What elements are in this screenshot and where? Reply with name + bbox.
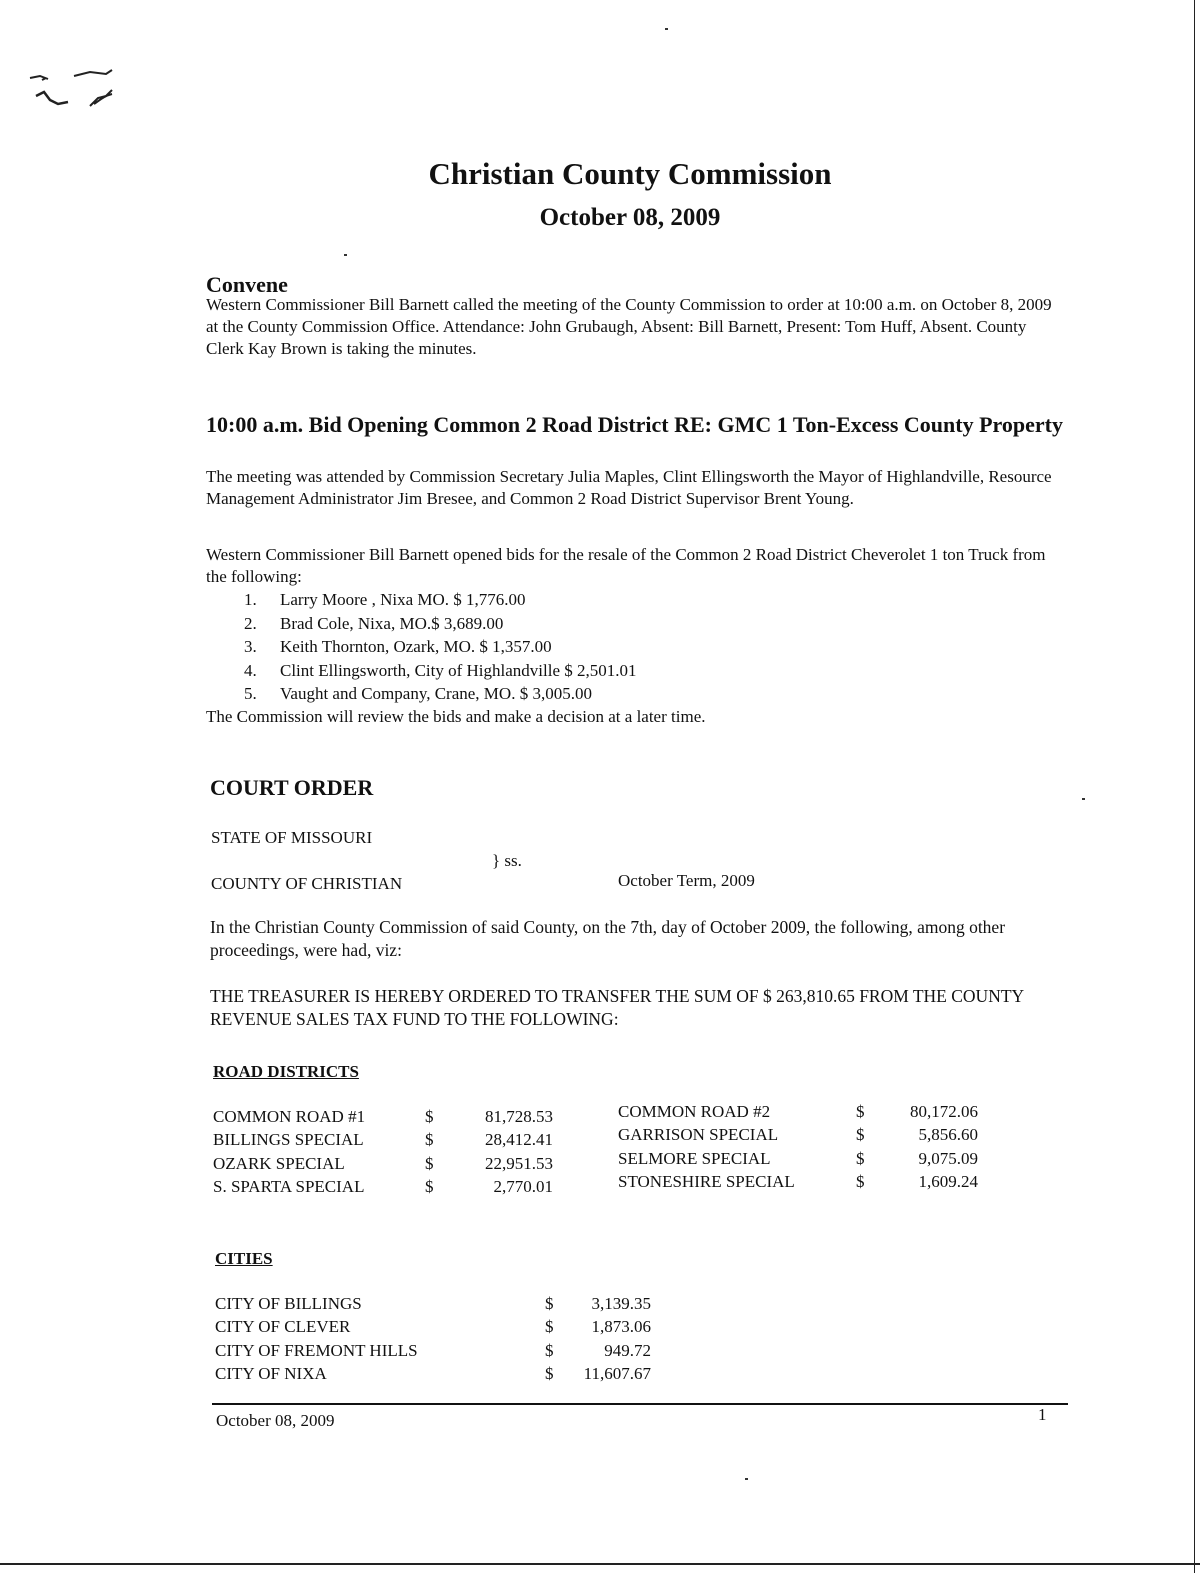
cities-heading: CITIES — [215, 1249, 273, 1268]
table-row: BILLINGS SPECIAL $ 28,412.41 — [213, 1130, 553, 1150]
table-row: CITY OF BILLINGS $ 3,139.35 — [215, 1293, 651, 1313]
document-date: October 08, 2009 — [539, 204, 721, 231]
road-districts-right-table — [618, 1100, 978, 1194]
bid-attendance-paragraph: The meeting was attended by Commission Secretary Julia Maples, Clint Ellingsworth the Mayor of Highlandville, Resource Management Administrator Jim Bresee, and Common 2 Road District Supervisor Brent Young. — [206, 467, 1052, 508]
footer-divider — [212, 1403, 1068, 1405]
road-districts-left-table — [213, 1105, 553, 1199]
bid-list-item: 2. Brad Cole, Nixa, MO.$ 3,689.00 — [244, 613, 504, 633]
road-districts-heading: ROAD DISTRICTS — [213, 1062, 359, 1081]
state-label: STATE OF MISSOURI — [211, 828, 373, 847]
table-row: CITY OF FREMONT HILLS $ 949.72 — [215, 1340, 651, 1360]
page-number: 1 — [1038, 1405, 1047, 1424]
document-title: Christian County Commission — [428, 156, 832, 191]
scan-speck — [1082, 798, 1085, 800]
table-row: GARRISON SPECIAL $ 5,856.60 — [618, 1125, 978, 1145]
bid-list-item: 3. Keith Thornton, Ozark, MO. $ 1,357.00 — [244, 637, 552, 656]
scan-edge-right — [1194, 0, 1195, 1573]
table-row: COMMON ROAD #1 $ 81,728.53 — [213, 1106, 553, 1126]
table-row: CITY OF NIXA $ 11,607.67 — [215, 1364, 651, 1384]
scan-speck — [745, 1478, 748, 1480]
bid-list-item: 4. Clint Ellingsworth, City of Highlandville $ 2,501.01 — [244, 660, 637, 680]
table-row: COMMON ROAD #2 $ 80,172.06 — [618, 1101, 978, 1121]
proceedings-paragraph: In the Christian County Commission of said County, on the 7th, day of October 2009, the following, among other proceedings, were had, viz: — [210, 917, 1006, 960]
ss-bracket: } ss. — [492, 851, 522, 870]
footer-date: October 08, 2009 — [216, 1411, 335, 1430]
scan-speck — [665, 28, 668, 30]
bid-opening-heading: 10:00 a.m. Bid Opening Common 2 Road District RE: GMC 1 Ton-Excess County Property — [206, 412, 1064, 437]
convene-paragraph: Western Commissioner Bill Barnett called the meeting of the County Commission to order at 10:00 a.m. on October 8, 2009 at the County Commission Office. Attendance: John Grubaugh, Absent: Bill Barnett, Present: Tom Huff, Absent. County Clerk Kay Brown is taking the minutes. — [206, 295, 1052, 358]
bid-list — [244, 588, 637, 706]
bid-list-item: 5. Vaught and Company, Crane, MO. $ 3,005.00 — [244, 684, 592, 703]
table-row: SELMORE SPECIAL $ 9,075.09 — [618, 1148, 978, 1168]
scan-speck — [344, 254, 347, 256]
handwritten-mark — [28, 66, 128, 118]
table-row: S. SPARTA SPECIAL $ 2,770.01 — [213, 1177, 553, 1197]
bid-intro-paragraph: Western Commissioner Bill Barnett opened bids for the resale of the Common 2 Road District Cheverolet 1 ton Truck from the following: — [206, 545, 1046, 586]
transfer-order-paragraph: THE TREASURER IS HEREBY ORDERED TO TRANSFER THE SUM OF $ 263,810.65 FROM THE COUNTY REVENUE SALES TAX FUND TO THE FOLLOWING: — [210, 986, 1024, 1029]
court-order-heading: COURT ORDER — [210, 775, 374, 800]
table-row: CITY OF CLEVER $ 1,873.06 — [215, 1317, 651, 1337]
table-row: OZARK SPECIAL $ 22,951.53 — [213, 1153, 553, 1173]
convene-heading: Convene — [206, 272, 288, 297]
cities-table — [215, 1292, 651, 1386]
bid-closing-paragraph: The Commission will review the bids and make a decision at a later time. — [206, 707, 706, 726]
county-label: COUNTY OF CHRISTIAN — [211, 874, 403, 893]
term-label: October Term, 2009 — [618, 871, 755, 890]
scan-edge-bottom — [0, 1563, 1200, 1565]
bid-list-item: 1. Larry Moore , Nixa MO. $ 1,776.00 — [244, 590, 526, 609]
table-row: STONESHIRE SPECIAL $ 1,609.24 — [618, 1172, 978, 1192]
